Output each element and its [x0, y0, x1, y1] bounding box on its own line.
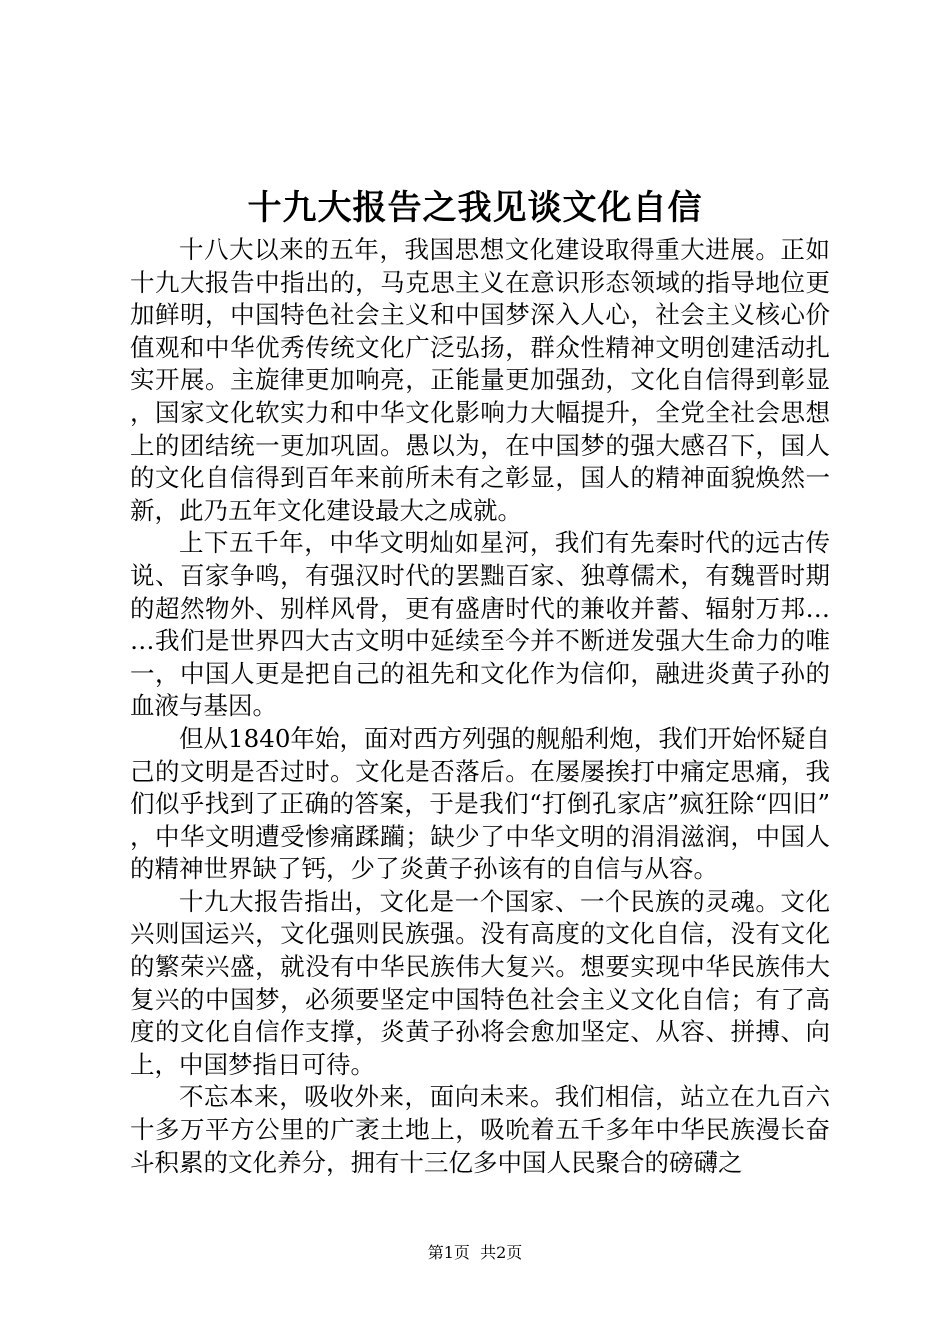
paragraph: 但从1840年始，面对西方列强的舰船利炮，我们开始怀疑自己的文明是否过时。文化是否落后。在屡屡挨打中痛定思痛，我们似乎找到了正确的答案，于是我们“打倒孔家店”疯狂除“四旧”，中华文明遭受惨痛蹂躏；缺少了中华文明的涓涓滋润，中国人的精神世界缺了钙，少了炎黄子孙该有的自信与从容。: [130, 723, 830, 884]
paragraph: 十九大报告指出，文化是一个国家、一个民族的灵魂。文化兴则国运兴，文化强则民族强。没有高度的文化自信，没有文化的繁荣兴盛，就没有中华民族伟大复兴。想要实现中华民族伟大复兴的中国梦，必须要坚定中国特色社会主义文化自信；有了高度的文化自信作支撑，炎黄子孙将会愈加坚定、从容、拼搏、向上，中国梦指日可待。: [130, 886, 830, 1079]
document-title: 十九大报告之我见谈文化自信: [247, 188, 703, 228]
page-number: 第1页: [427, 1243, 470, 1262]
paragraph: 上下五千年，中华文明灿如星河，我们有先秦时代的远古传说、百家争鸣，有强汉时代的罢黜百家、独尊儒术，有魏晋时期的超然物外、别样风骨，更有盛唐时代的兼收并蓄、辐射万邦……我们是世界四大古文明中延续至今并不断迸发强大生命力的唯一，中国人更是把自己的祖先和文化作为信仰，融进炎黄子孙的血液与基因。: [130, 528, 830, 721]
document-body: [130, 234, 830, 1179]
page-total: 共2页: [480, 1243, 523, 1262]
paragraph: 不忘本来，吸收外来，面向未来。我们相信，站立在九百六十多万平方公里的广袤土地上，吸吮着五千多年中华民族漫长奋斗积累的文化养分，拥有十三亿多中国人民聚合的磅礴之: [130, 1082, 830, 1177]
page-footer: [0, 1242, 950, 1264]
paragraph: 十八大以来的五年，我国思想文化建设取得重大进展。正如十九大报告中指出的，马克思主义在意识形态领域的指导地位更加鲜明，中国特色社会主义和中国梦深入人心，社会主义核心价值观和中华优秀传统文化广泛弘扬，群众性精神文明创建活动扎实开展。主旋律更加响亮，正能量更加强劲，文化自信得到彰显，国家文化软实力和中华文化影响力大幅提升，全党全社会思想上的团结统一更加巩固。愚以为，在中国梦的强大感召下，国人的文化自信得到百年来前所未有之彰显，国人的精神面貌焕然一新，此乃五年文化建设最大之成就。: [130, 235, 830, 525]
